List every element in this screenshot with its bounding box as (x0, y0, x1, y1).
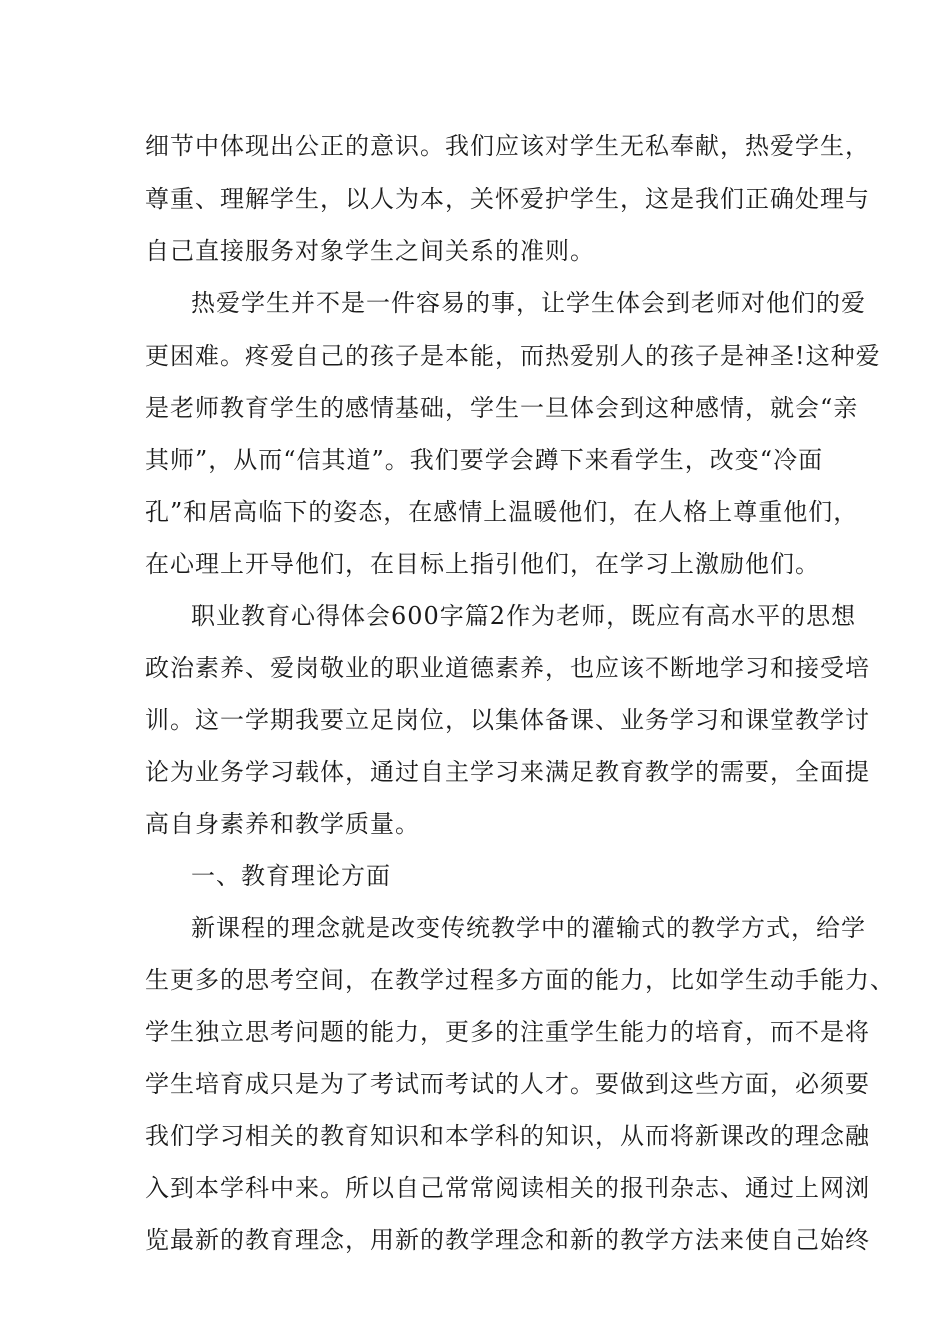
text-line-14: 高自身素养和教学质量。 (145, 810, 420, 838)
text-line-5: 更困难。疼爱自己的孩子是本能，而热爱别人的孩子是神圣!这种爱 (145, 342, 881, 370)
text-line-2: 尊重、理解学生，以人为本，关怀爱护学生，这是我们正确处理与 (145, 185, 870, 213)
text-line-8: 孔”和居高临下的姿态，在感情上温暖他们，在人格上尊重他们， (145, 498, 859, 526)
text-line-9: 在心理上开导他们，在目标上指引他们，在学习上激励他们。 (145, 550, 820, 578)
paragraph-2-line-1: 热爱学生并不是一件容易的事，让学生体会到老师对他们的爱 (191, 289, 866, 317)
paragraph-4-line-1: 新课程的理念就是改变传统教学中的灌输式的教学方式，给学 (191, 914, 866, 942)
text-line-11: 政治素养、爱岗敬业的职业道德素养，也应该不断地学习和接受培 (145, 654, 870, 682)
text-line-13: 论为业务学习载体，通过自主学习来满足教育教学的需要，全面提 (145, 758, 870, 786)
text-line-18: 学生独立思考问题的能力，更多的注重学生能力的培育，而不是将 (145, 1018, 870, 1046)
text-line-12: 训。这一学期我要立足岗位，以集体备课、业务学习和课堂教学讨 (145, 706, 870, 734)
paragraph-3-line-1: 职业教育心得体会600字篇2作为老师，既应有高水平的思想 (191, 602, 857, 630)
text-line-20: 我们学习相关的教育知识和本学科的知识，从而将新课改的理念融 (145, 1122, 870, 1150)
text-line-22: 览最新的教育理念，用新的教学理念和新的教学方法来使自己始终 (145, 1226, 870, 1254)
text-line-19: 学生培育成只是为了考试而考试的人才。要做到这些方面，必须要 (145, 1070, 870, 1098)
text-line-6: 是老师教育学生的感情基础，学生一旦体会到这种感情，就会“亲 (145, 394, 859, 422)
text-line-21: 入到本学科中来。所以自己常常阅读相关的报刊杂志、通过上网浏 (145, 1174, 870, 1202)
text-line-17: 生更多的思考空间，在教学过程多方面的能力，比如学生动手能力、 (145, 966, 895, 994)
text-line-7: 其师”，从而“信其道”。我们要学会蹲下来看学生，改变“冷面 (145, 446, 824, 474)
text-line-3: 自己直接服务对象学生之间关系的准则。 (145, 237, 595, 265)
section-heading: 一、教育理论方面 (191, 862, 391, 890)
text-line-1: 细节中体现出公正的意识。我们应该对学生无私奉献，热爱学生， (145, 132, 870, 160)
